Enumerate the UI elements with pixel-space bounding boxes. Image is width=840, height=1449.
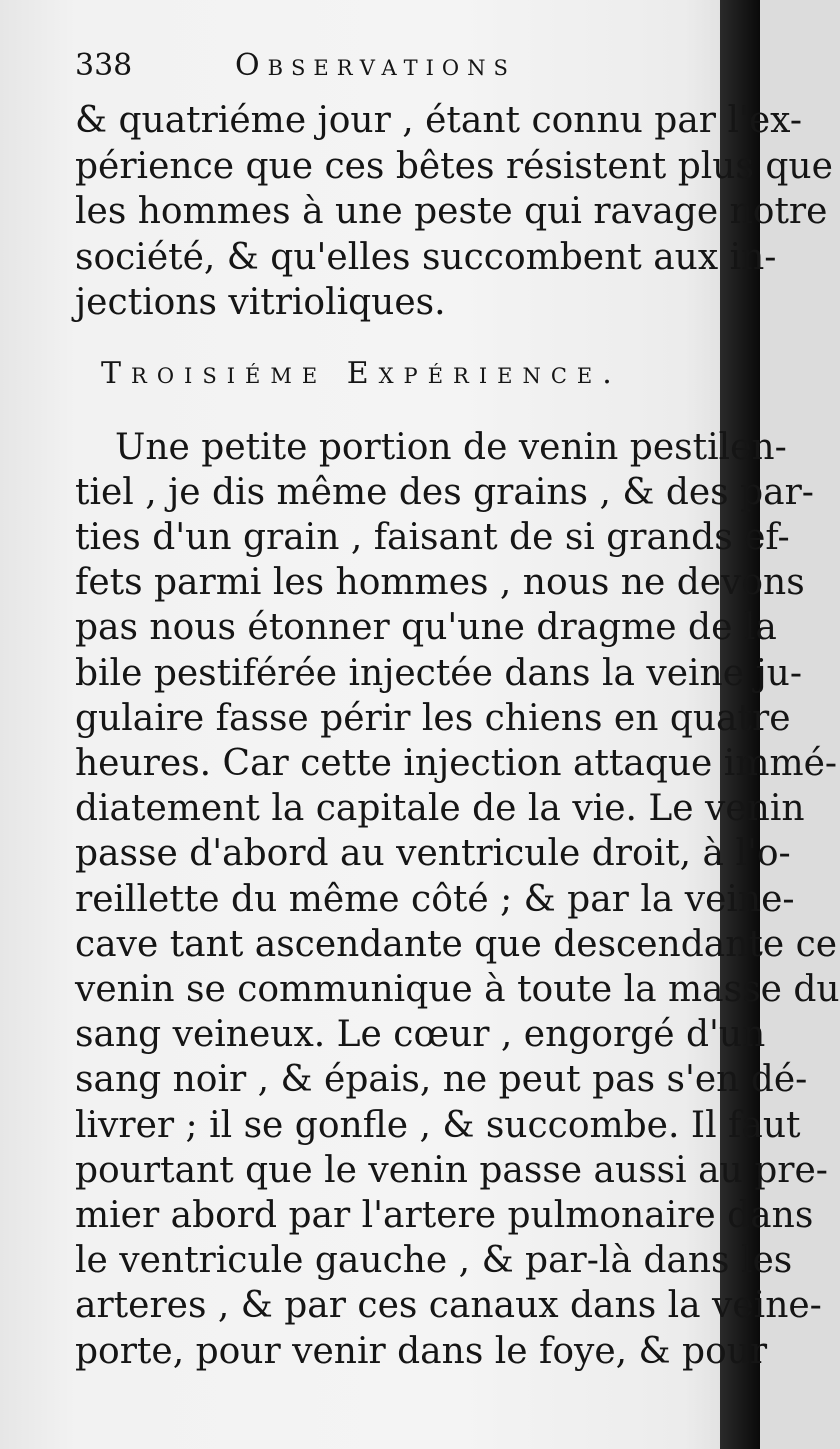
page-text bbox=[75, 48, 840, 1374]
page-header bbox=[75, 48, 750, 98]
text-line: bile pestiférée injectée dans la veine ju- bbox=[75, 652, 802, 694]
text-line: jections vitrioliques. bbox=[75, 282, 446, 323]
page-number: 338 bbox=[75, 48, 133, 83]
text-line: le ventricule gauche , & par-là dans les bbox=[75, 1240, 793, 1282]
text-line: sang veineux. Le cœur , engorgé d'un bbox=[75, 1014, 766, 1056]
text-line: pourtant que le venin passe aussi au pre- bbox=[75, 1149, 828, 1191]
text-line: sang noir , & épais, ne peut pas s'en dé- bbox=[75, 1059, 808, 1101]
text-line: diatement la capitale de la vie. Le venin bbox=[75, 788, 805, 830]
text-line: fets parmi les hommes , nous ne devons bbox=[75, 562, 805, 604]
text-line: les hommes à une peste qui ravage notre bbox=[75, 191, 828, 232]
paragraph-experiment bbox=[75, 425, 840, 1374]
text-line: reillette du même côté ; & par la veine- bbox=[75, 878, 795, 920]
text-line: périence que ces bêtes résistent plus que bbox=[75, 145, 833, 187]
text-line: & quatriéme jour , étant connu par l'ex- bbox=[75, 100, 802, 141]
text-line: société, & qu'elles succombent aux in- bbox=[75, 236, 777, 278]
running-title: Observations bbox=[235, 48, 516, 83]
text-line: gulaire fasse périr les chiens en quatre bbox=[75, 697, 791, 739]
text-line: venin se communique à toute la masse du bbox=[75, 968, 840, 1010]
text-line: mier abord par l'artere pulmonaire dans bbox=[75, 1194, 814, 1236]
text-line: heures. Car cette injection attaque immé- bbox=[75, 742, 838, 784]
text-line: arteres , & par ces canaux dans la veine- bbox=[75, 1285, 822, 1327]
section-title: Troisiéme Expérience. bbox=[101, 355, 622, 391]
text-line: livrer ; il se gonfle , & succombe. Il faut bbox=[75, 1104, 801, 1146]
text-line: pas nous étonner qu'une dragme de la bbox=[75, 607, 777, 649]
paragraph-continuation bbox=[75, 98, 833, 326]
text-line: Une petite portion de venin pestilen- bbox=[115, 426, 787, 468]
text-line: cave tant ascendante que descendante ce bbox=[75, 923, 838, 965]
text-line: passe d'abord au ventricule droit, à l'o- bbox=[75, 833, 791, 875]
text-line: porte, pour venir dans le foye, & pour bbox=[75, 1330, 768, 1372]
text-line: ties d'un grain , faisant de si grands ef- bbox=[75, 516, 790, 558]
text-line: tiel , je dis même des grains , & des par- bbox=[75, 471, 814, 513]
